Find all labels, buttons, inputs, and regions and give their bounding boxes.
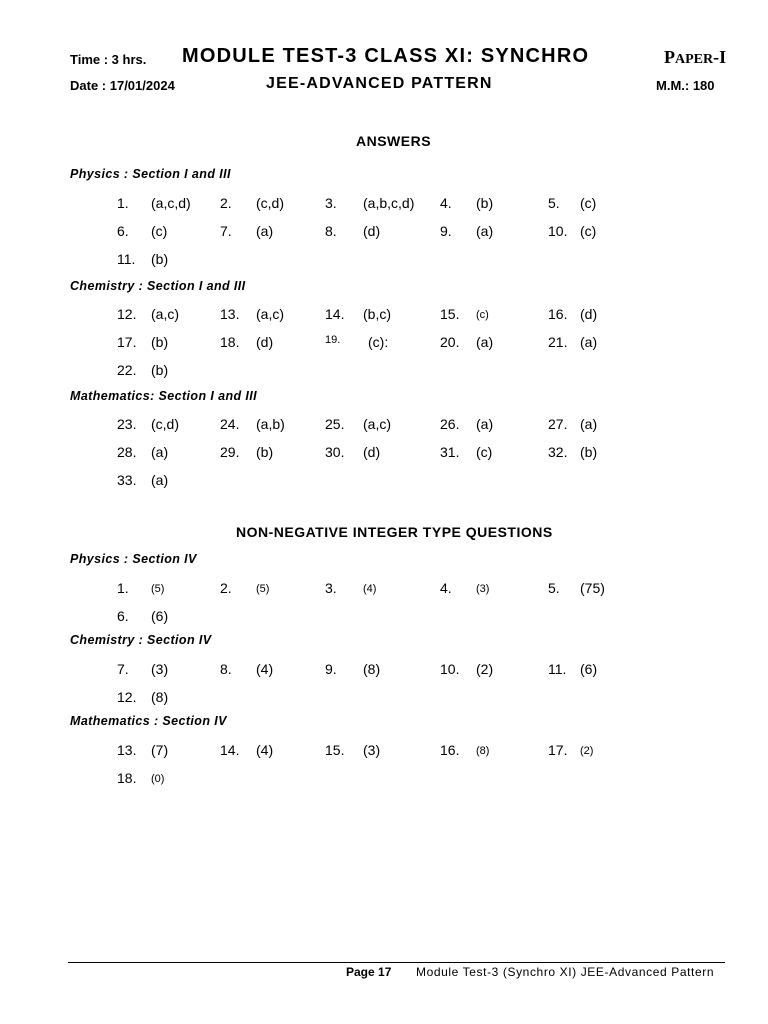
footer-text: Module Test-3 (Synchro XI) JEE-Advanced Pattern [416,965,715,979]
question-number: 5. [548,580,560,596]
answer-value: (a) [151,444,169,460]
answer-value: (a) [580,334,598,350]
answer-value: (d) [363,223,381,239]
section-label: Physics : Section I and III [70,167,231,181]
question-number: 3. [325,195,337,211]
question-number: 7. [220,223,232,239]
question-number: 7. [117,661,129,677]
answer-value: (8) [363,661,381,677]
question-number: 23. [117,416,137,432]
answer-value: (4) [256,661,274,677]
paper-label [664,47,726,68]
question-number: 24. [220,416,240,432]
answer-value: (b) [151,334,169,350]
answer-value: (3) [476,583,490,595]
question-number: 21. [548,334,568,350]
question-number: 3. [325,580,337,596]
answer-value: (a) [256,223,274,239]
page-title: MODULE TEST-3 CLASS XI: SYNCHRO [182,45,590,67]
question-number: 6. [117,223,129,239]
question-number: 12. [117,689,137,705]
answer-value: (6) [580,661,598,677]
question-number: 26. [440,416,460,432]
answer-value: (5) [151,583,165,595]
question-number: 32. [548,444,568,460]
answer-value: (3) [363,742,381,758]
question-number: 13. [117,742,137,758]
question-number: 25. [325,416,345,432]
answer-value: (8) [151,689,169,705]
question-number: 19. [325,334,341,346]
answer-value: (c) [151,223,168,239]
question-number: 17. [548,742,568,758]
time-label: Time : 3 hrs. [70,52,147,67]
question-number: 10. [440,661,460,677]
question-number: 6. [117,608,129,624]
section-label: Physics : Section IV [70,552,197,566]
question-number: 11. [548,661,567,677]
question-number: 29. [220,444,240,460]
answer-value: (a) [476,223,494,239]
question-number: 16. [440,742,460,758]
answer-value: (a,b,c,d) [363,195,415,211]
question-number: 4. [440,580,452,596]
question-number: 13. [220,306,240,322]
question-number: 31. [440,444,460,460]
question-number: 5. [548,195,560,211]
section-label: Mathematics : Section IV [70,714,227,728]
page-subtitle: JEE-ADVANCED PATTERN [266,75,493,92]
question-number: 4. [440,195,452,211]
answer-value: (75) [580,580,605,596]
question-number: 14. [220,742,240,758]
question-number: 17. [117,334,137,350]
answer-value: (c,d) [256,195,284,211]
section-label: Mathematics: Section I and III [70,389,258,403]
question-number: 8. [220,661,232,677]
question-number: 18. [117,770,137,786]
paper-label-number: -I [713,47,727,67]
answer-value: (b) [256,444,274,460]
answer-value: (d) [580,306,598,322]
question-number: 28. [117,444,137,460]
question-number: 9. [325,661,337,677]
answer-value: (b) [580,444,598,460]
question-number: 1. [117,580,129,596]
answer-value: (d) [256,334,274,350]
answer-value: (4) [256,742,274,758]
answer-value: (a,c) [151,306,179,322]
answer-value: (d) [363,444,381,460]
question-number: 2. [220,580,232,596]
answer-value: (c) [580,195,597,211]
answer-value: (3) [151,661,169,677]
answer-value: (7) [151,742,169,758]
answer-value: (b) [151,251,169,267]
question-number: 22. [117,362,137,378]
question-number: 2. [220,195,232,211]
footer-divider [68,962,725,963]
answer-value: (a) [151,472,169,488]
answer-value: (2) [476,661,494,677]
question-number: 9. [440,223,452,239]
answer-value: (a,c) [256,306,284,322]
section-label: Chemistry : Section I and III [70,279,246,293]
answer-value: (0) [151,773,165,785]
question-number: 27. [548,416,568,432]
answer-value: (a) [580,416,598,432]
answer-value: (2) [580,745,594,757]
question-number: 1. [117,195,129,211]
integer-type-heading: NON-NEGATIVE INTEGER TYPE QUESTIONS [236,524,553,540]
paper-label-rest: APER [675,52,714,67]
paper-label-initial: P [664,47,675,67]
answer-value: (c) [580,223,597,239]
answer-value: (a,b) [256,416,285,432]
question-number: 15. [325,742,345,758]
footer-page-number: Page 17 [346,965,392,979]
question-number: 12. [117,306,137,322]
answer-value: (4) [363,583,377,595]
answer-value: (a) [476,416,494,432]
date-label: Date : 17/01/2024 [70,78,175,93]
question-number: 10. [548,223,568,239]
answer-value: (5) [256,583,270,595]
answer-value: (a,c) [363,416,391,432]
question-number: 30. [325,444,345,460]
question-number: 20. [440,334,460,350]
question-number: 15. [440,306,460,322]
answers-heading: ANSWERS [356,133,432,149]
max-marks-label: M.M.: 180 [656,78,715,93]
question-number: 18. [220,334,240,350]
answer-value: (b,c) [363,306,391,322]
question-number: 8. [325,223,337,239]
question-number: 14. [325,306,345,322]
answer-value: (b) [151,362,169,378]
answer-value: (c) [476,444,493,460]
answer-value: (a) [476,334,494,350]
answer-value: (6) [151,608,169,624]
answer-value: (8) [476,745,490,757]
question-number: 11. [117,251,136,267]
answer-value: (c,d) [151,416,179,432]
question-number: 33. [117,472,137,488]
section-label: Chemistry : Section IV [70,633,212,647]
answer-value: (b) [476,195,494,211]
question-number: 16. [548,306,568,322]
answer-value: (a,c,d) [151,195,191,211]
answer-value: (c): [368,334,389,350]
answer-value: (c) [476,309,489,321]
